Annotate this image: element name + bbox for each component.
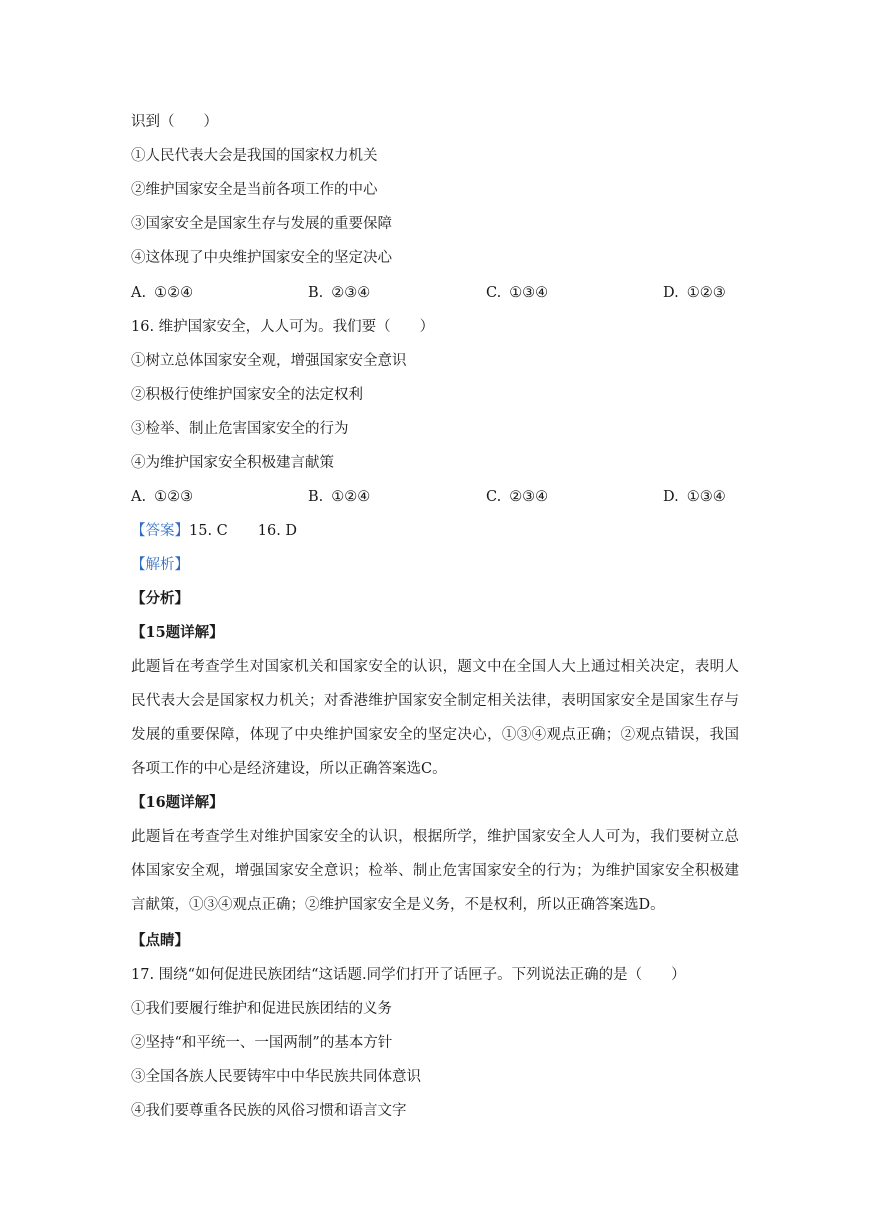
q16-option-c: C. ②③④ [486, 489, 549, 505]
q16-stem: 16. 维护国家安全，人人可为。我们要（ ） [131, 319, 435, 335]
q15-stem-tail: 识到（ ） [131, 114, 218, 130]
q15-statement-4: ④这体现了中央维护国家安全的坚定决心 [131, 250, 392, 266]
heading-15-detail: 【15题详解】 [131, 624, 224, 641]
q16-options [131, 487, 739, 507]
q16-statement-3: ③检举、制止危害国家安全的行为 [131, 421, 349, 437]
q15-option-c: C. ①③④ [486, 285, 549, 301]
q17-stem: 17. 围绕“如何促进民族团结“这话题.同学们打开了话匣子。下列说法正确的是（ ） [131, 967, 686, 983]
answer-16: 16. D [257, 523, 298, 539]
analysis-label: 【解析】 [131, 557, 189, 573]
heading-16-detail: 【16题详解】 [131, 794, 224, 811]
q16-option-b: B. ①②④ [308, 489, 371, 505]
q16-option-a: A. ①②③ [131, 489, 194, 505]
q17-statement-1: ①我们要履行维护和促进民族团结的义务 [131, 1001, 392, 1017]
answer-15: 15. C [189, 523, 228, 539]
paragraph-15-detail: 此题旨在考查学生对国家机关和国家安全的认识，题文中在全国人大上通过相关决定，表明人民代表大会是国家权力机关；对香港维护国家安全制定相关法律，表明国家安全是国家生存与发展的重要保障，体现了中央维护国家安全的坚定决心，①③④观点正确；②观点错误，我国各项工作的中心是经济建设，所以正确答案选C。 [131, 659, 739, 777]
q17-statement-4: ④我们要尊重各民族的风俗习惯和语言文字 [131, 1103, 407, 1119]
q17-statement-2: ②坚持“和平统一、一国两制”的基本方针 [131, 1035, 393, 1051]
q16-option-d: D. ①③④ [663, 489, 726, 505]
paragraph-16-detail: 此题旨在考查学生对维护国家安全的认识，根据所学，维护国家安全人人可为，我们要树立总体国家安全观，增强国家安全意识；检举、制止危害国家安全的行为；为维护国家安全积极建言献策，①③④观点正确；②维护国家安全是义务，不是权利，所以正确答案选D。 [131, 829, 739, 913]
heading-dianjing: 【点睛】 [131, 932, 189, 949]
answer-line [131, 521, 297, 541]
q15-option-b: B. ②③④ [308, 285, 371, 301]
q16-statement-2: ②积极行使维护国家安全的法定权利 [131, 387, 363, 403]
q15-statement-3: ③国家安全是国家生存与发展的重要保障 [131, 216, 392, 232]
q16-statement-4: ④为维护国家安全积极建言献策 [131, 455, 334, 471]
q16-statement-1: ①树立总体国家安全观，增强国家安全意识 [131, 353, 407, 369]
q15-statement-2: ②维护国家安全是当前各项工作的中心 [131, 182, 378, 198]
q15-option-a: A. ①②④ [131, 285, 194, 301]
q15-options [131, 283, 739, 303]
answer-label: 【答案】 [131, 523, 189, 539]
analysis-fenxi: 【分析】 [131, 590, 189, 607]
q15-statement-1: ①人民代表大会是我国的国家权力机关 [131, 148, 378, 164]
q15-option-d: D. ①②③ [663, 285, 726, 301]
q17-statement-3: ③全国各族人民要铸牢中中华民族共同体意识 [131, 1069, 421, 1085]
